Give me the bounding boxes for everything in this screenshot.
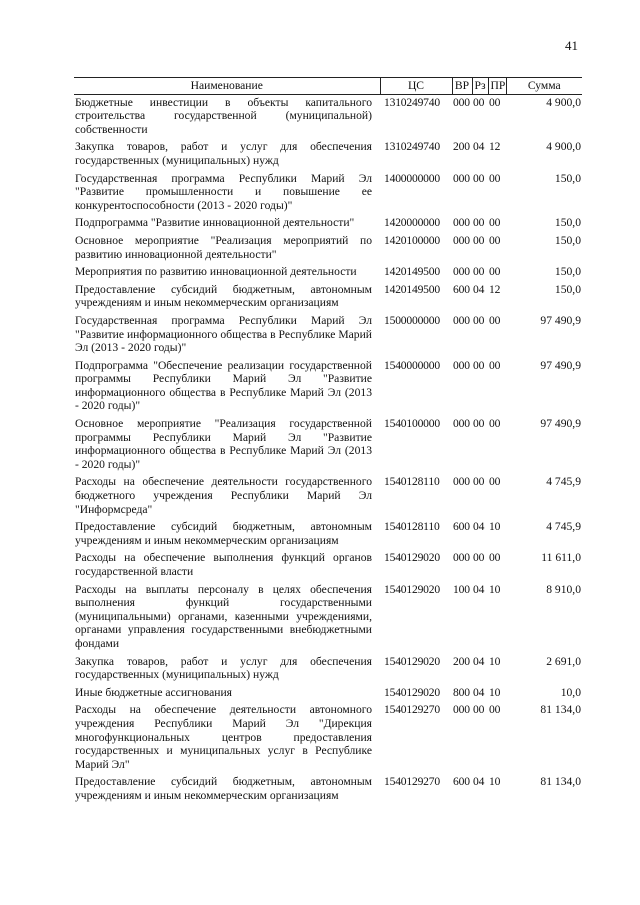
cell-sum: 8 910,0	[546, 582, 581, 596]
header-cs: ЦС	[380, 78, 452, 95]
cell-name: Бюджетные инвестиции в объекты капитального строительства государственной (муниципальной) собственности	[75, 95, 372, 136]
table-header-row	[74, 78, 582, 95]
cell-cs: 1420149500	[384, 282, 440, 296]
cell-vr: 000	[453, 551, 470, 565]
cell-cs: 1540129020	[384, 551, 440, 565]
cell-rz: 00	[473, 475, 485, 489]
cell-vr: 200	[453, 654, 470, 668]
cell-pr: 00	[489, 475, 501, 489]
cell-pr: 10	[489, 520, 501, 534]
cell-sum: 81 134,0	[540, 703, 581, 717]
cell-vr: 000	[453, 95, 470, 109]
cell-pr: 10	[489, 685, 501, 699]
header-sum: Сумма	[506, 78, 582, 95]
table-row	[74, 685, 582, 703]
cell-cs: 1540128110	[384, 475, 440, 489]
table-row	[74, 171, 582, 216]
cell-rz: 00	[473, 417, 485, 431]
cell-pr: 10	[489, 654, 501, 668]
cell-cs: 1310249740	[384, 140, 440, 154]
cell-rz: 00	[473, 265, 485, 279]
cell-pr: 12	[489, 140, 501, 154]
cell-vr: 000	[453, 475, 470, 489]
table-row	[74, 474, 582, 519]
header-pr: ПР	[488, 78, 506, 95]
cell-sum: 150,0	[554, 265, 581, 279]
cell-rz: 00	[473, 171, 485, 185]
cell-rz: 00	[473, 703, 485, 717]
cell-pr: 00	[489, 265, 501, 279]
cell-name: Расходы на обеспечение деятельности государственного бюджетного учреждения Республики Марий Эл "Информсреда"	[75, 475, 372, 516]
cell-rz: 04	[473, 520, 485, 534]
table-row	[74, 358, 582, 416]
cell-cs: 1420149500	[384, 265, 440, 279]
cell-pr: 00	[489, 171, 501, 185]
cell-vr: 000	[453, 313, 470, 327]
cell-sum: 4 900,0	[546, 95, 581, 109]
cell-vr: 000	[453, 171, 470, 185]
cell-rz: 04	[473, 282, 485, 296]
cell-name: Государственная программа Республики Марий Эл "Развитие промышленности и повышение ее конкурентоспособности (2013 - 2020 годы)"	[75, 171, 372, 212]
cell-rz: 00	[473, 216, 485, 230]
cell-name: Мероприятия по развитию инновационной деятельности	[75, 265, 357, 279]
cell-vr: 600	[453, 282, 470, 296]
cell-rz: 04	[473, 140, 485, 154]
cell-rz: 00	[473, 313, 485, 327]
table-row	[74, 582, 582, 654]
cell-rz: 04	[473, 654, 485, 668]
cell-pr: 00	[489, 358, 501, 372]
cell-vr: 600	[453, 775, 470, 789]
budget-table	[74, 77, 582, 806]
cell-name: Подпрограмма "Обеспечение реализации государственной программы Республики Марий Эл "Развитие информационного общества в Республике Марий Эл (2013 - 2020 годы)"	[75, 358, 372, 413]
cell-name: Подпрограмма "Развитие инновационной деятельности"	[75, 216, 355, 230]
cell-vr: 000	[453, 358, 470, 372]
cell-cs: 1540129020	[384, 654, 440, 668]
table-body	[74, 94, 582, 805]
cell-vr: 000	[453, 216, 470, 230]
cell-sum: 4 745,9	[546, 520, 581, 534]
cell-vr: 000	[453, 703, 470, 717]
cell-name: Расходы на обеспечение деятельности автономного учреждения Республики Марий Эл "Дирекция многофункциональных центров предоставления государственных и муниципальных услуг в Республике Марий Эл"	[75, 703, 372, 771]
table-row	[74, 215, 582, 233]
cell-sum: 150,0	[554, 171, 581, 185]
cell-pr: 00	[489, 313, 501, 327]
table-row	[74, 313, 582, 358]
cell-pr: 00	[489, 233, 501, 247]
table-row	[74, 550, 582, 581]
header-rz: Рз	[472, 78, 488, 95]
table-row	[74, 282, 582, 313]
cell-cs: 1500000000	[384, 313, 440, 327]
cell-name: Закупка товаров, работ и услуг для обеспечения государственных (муниципальных) нужд	[75, 140, 372, 167]
cell-sum: 97 490,9	[540, 313, 581, 327]
cell-sum: 150,0	[554, 233, 581, 247]
cell-cs: 1420100000	[384, 233, 440, 247]
cell-sum: 10,0	[560, 685, 581, 699]
cell-name: Предоставление субсидий бюджетным, автономным учреждениям и иным некоммерческим организациям	[75, 520, 372, 547]
cell-cs: 1540129020	[384, 685, 440, 699]
cell-cs: 1540129020	[384, 582, 440, 596]
table-row	[74, 139, 582, 170]
cell-pr: 12	[489, 282, 501, 296]
cell-name: Расходы на обеспечение выполнения функций органов государственной власти	[75, 551, 372, 578]
cell-cs: 1310249740	[384, 95, 440, 109]
cell-sum: 150,0	[554, 216, 581, 230]
cell-cs: 1540000000	[384, 358, 440, 372]
cell-sum: 4 745,9	[546, 475, 581, 489]
cell-rz: 04	[473, 582, 485, 596]
cell-cs: 1540129270	[384, 775, 440, 789]
cell-vr: 000	[453, 265, 470, 279]
cell-cs: 1400000000	[384, 171, 440, 185]
table-row	[74, 519, 582, 550]
cell-rz: 00	[473, 95, 485, 109]
cell-rz: 00	[473, 551, 485, 565]
table-row	[74, 654, 582, 685]
cell-vr: 000	[453, 417, 470, 431]
cell-name: Предоставление субсидий бюджетным, автономным учреждениям и иным некоммерческим организациям	[75, 775, 372, 802]
cell-pr: 00	[489, 95, 501, 109]
cell-pr: 10	[489, 775, 501, 789]
cell-sum: 81 134,0	[540, 775, 581, 789]
cell-sum: 11 611,0	[541, 551, 581, 565]
cell-cs: 1540100000	[384, 417, 440, 431]
table-row	[74, 416, 582, 474]
cell-vr: 600	[453, 520, 470, 534]
cell-vr: 800	[453, 685, 470, 699]
table-row	[74, 774, 582, 805]
cell-name: Основное мероприятие "Реализация мероприятий по развитию инновационной деятельности"	[75, 233, 372, 261]
cell-name: Предоставление субсидий бюджетным, автономным учреждениям и иным некоммерческим организациям	[75, 282, 372, 310]
table-row	[74, 233, 582, 264]
cell-rz: 00	[473, 358, 485, 372]
cell-name: Закупка товаров, работ и услуг для обеспечения государственных (муниципальных) нужд	[75, 654, 372, 682]
table-row	[74, 264, 582, 282]
cell-pr: 10	[489, 582, 501, 596]
page-number: 41	[565, 38, 578, 53]
cell-pr: 00	[489, 703, 501, 717]
table-row	[74, 94, 582, 139]
cell-vr: 000	[453, 233, 470, 247]
cell-sum: 2 691,0	[546, 654, 581, 668]
cell-pr: 00	[489, 417, 501, 431]
cell-sum: 4 900,0	[546, 140, 581, 154]
cell-rz: 04	[473, 775, 485, 789]
cell-cs: 1540129270	[384, 703, 440, 717]
cell-name: Государственная программа Республики Марий Эл "Развитие информационного общества в Республике Марий Эл (2013 - 2020 годы)"	[75, 313, 372, 355]
cell-rz: 04	[473, 685, 485, 699]
header-vr: ВР	[452, 78, 472, 95]
table-row	[74, 702, 582, 774]
cell-sum: 97 490,9	[540, 417, 581, 431]
cell-name: Расходы на выплаты персоналу в целях обеспечения выполнения функций государственными (муниципальными) органами, казенными учреждениями, органами управления государственными внебюджетными фондами	[75, 582, 372, 650]
cell-sum: 97 490,9	[540, 358, 581, 372]
cell-vr: 200	[453, 140, 470, 154]
header-name: Наименование	[74, 78, 380, 95]
cell-rz: 00	[473, 233, 485, 247]
cell-name: Иные бюджетные ассигнования	[75, 685, 232, 699]
cell-sum: 150,0	[554, 282, 581, 296]
cell-name: Основное мероприятие "Реализация государственной программы Республики Марий Эл "Развитие информационного общества в Республике Марий Эл (2013 - 2020 годы)"	[75, 417, 372, 471]
cell-cs: 1420000000	[384, 216, 440, 230]
cell-cs: 1540128110	[384, 520, 440, 534]
cell-pr: 00	[489, 216, 501, 230]
cell-pr: 00	[489, 551, 501, 565]
cell-vr: 100	[453, 582, 470, 596]
